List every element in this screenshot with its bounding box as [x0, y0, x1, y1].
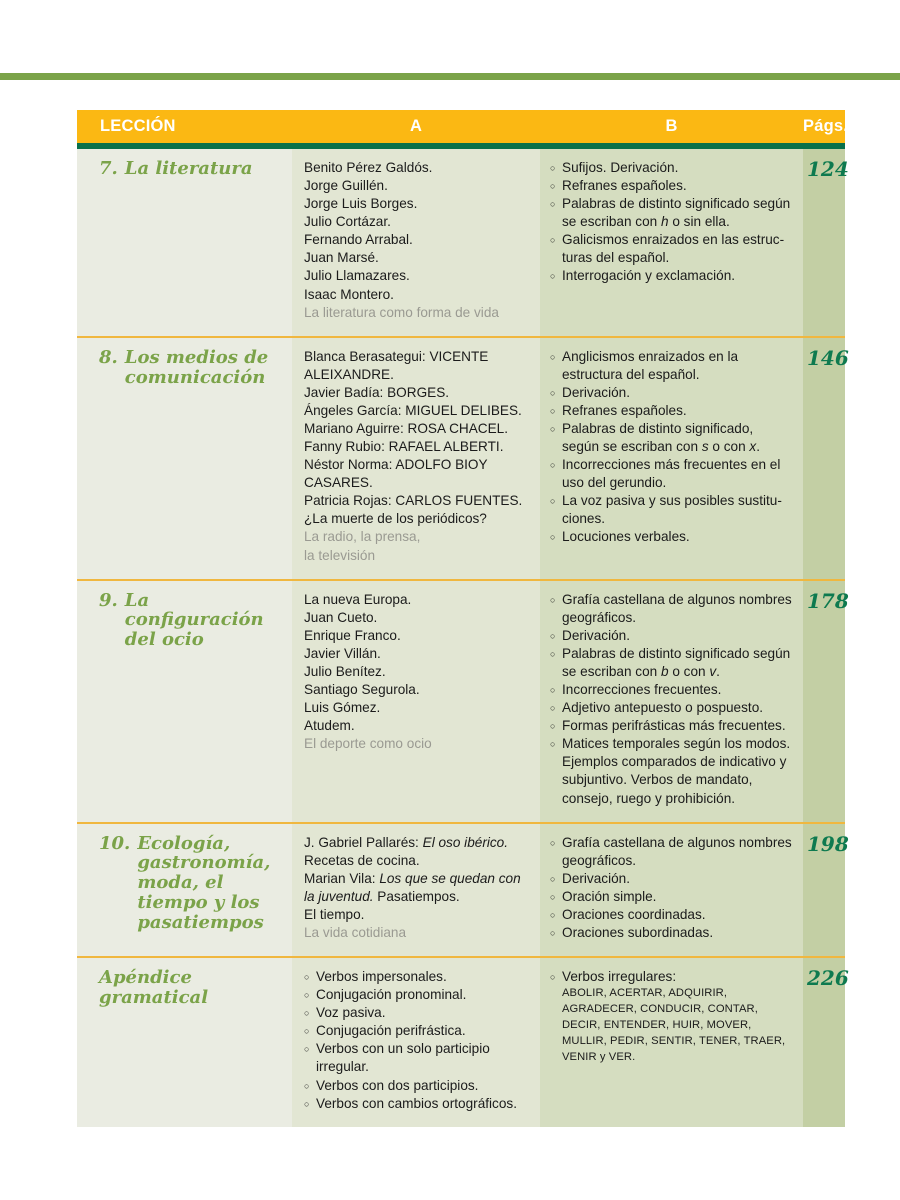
- column-a-line: Marian Vila: Los que se quedan con la juventud. Pasatiempos.: [304, 870, 521, 904]
- list-item: ○ La voz pasiva y sus posibles sustitu-ciones.: [550, 492, 793, 528]
- column-a-cell: [292, 338, 540, 579]
- list-item: ○ Palabras de distinto significado según se escriban con b o con v.: [550, 645, 793, 681]
- column-a-subtitle: La literatura como forma de vida: [304, 304, 499, 320]
- column-a-line: Javier Villán.: [304, 645, 381, 661]
- lesson-cell: [77, 338, 292, 579]
- column-header-pags: Págs.: [803, 117, 849, 135]
- list-item: ○ Derivación.: [550, 627, 793, 645]
- column-a-subtitle: La vida cotidiana: [304, 924, 407, 940]
- list-item: ○ Verbos con dos participios.: [304, 1077, 528, 1095]
- lesson-number: 7.: [99, 158, 118, 179]
- list-item: ○ Derivación.: [550, 870, 793, 888]
- list-item: ○ Oraciones coordinadas.: [550, 906, 793, 924]
- column-b-cell: [540, 581, 803, 822]
- column-a-line: Néstor Norma: ADOLFO BIOY CASARES.: [304, 457, 488, 491]
- table-row: [77, 956, 849, 1127]
- list-item: ○ Palabras de distinto significado según se escriban con h o sin ella.: [550, 195, 793, 231]
- page-number-cell: [803, 149, 849, 336]
- list-item: ○ Grafía castellana de algunos nombres geográficos.: [550, 834, 793, 870]
- column-a-cell: [292, 149, 540, 336]
- lesson-name: Los medios de comunicación: [124, 346, 269, 388]
- column-a-line: J. Gabriel Pallarés: El oso ibérico.: [304, 834, 509, 850]
- list-item: ○ Refranes españoles.: [550, 177, 793, 195]
- list-item: ○ Formas perifrásticas más frecuentes.: [550, 717, 793, 735]
- list-item: ○ Interrogación y exclamación.: [550, 267, 793, 285]
- table-row: [77, 336, 849, 579]
- lesson-name: Apéndice gramatical: [99, 967, 209, 1008]
- column-header-a: A: [409, 117, 423, 135]
- column-a-line: Juan Cueto.: [304, 609, 378, 625]
- lesson-title: [99, 834, 282, 933]
- list-item: ○ Anglicismos enraizados en la estructura del español.: [550, 348, 793, 384]
- list-item: ○ Adjetivo antepuesto o pospuesto.: [550, 699, 793, 717]
- lesson-title: [99, 591, 282, 650]
- irregular-verbs-list: ABOLIR, ACERTAR, ADQUIRIR, AGRADECER, CONDUCIR, CONTAR, DECIR, ENTENDER, HUIR, MOVER, MULLIR, PEDIR, SENTIR, TENER, TRAER, VENIR y VER.: [562, 987, 786, 1063]
- list-item: ○ Grafía castellana de algunos nombres geográficos.: [550, 591, 793, 627]
- lesson-cell: [77, 581, 292, 822]
- list-item: ○ Matices temporales según los modos. Ejemplos comparados de indicativo y subjuntivo. Verbos de mandato, consejo, ruego y prohibición.: [550, 735, 793, 807]
- table-of-contents-table: [77, 110, 849, 1127]
- page-number-cell: [803, 824, 849, 956]
- lesson-number: 10.: [99, 832, 131, 854]
- lesson-number: 8.: [99, 346, 118, 368]
- column-a-line: Isaac Montero.: [304, 286, 394, 302]
- lesson-cell: [77, 958, 292, 1127]
- list-item: ○ Conjugación perifrástica.: [304, 1022, 528, 1040]
- column-a-line: Julio Cortázar.: [304, 214, 391, 230]
- column-b-cell: [540, 149, 803, 336]
- column-a-subtitle: El deporte como ocio: [304, 736, 432, 752]
- page-number-cell: [803, 338, 849, 579]
- list-item: ○ Incorrecciones frecuentes.: [550, 681, 793, 699]
- lesson-title: [99, 968, 282, 1008]
- column-a-line: Fanny Rubio: RAFAEL ALBERTI.: [304, 439, 504, 455]
- list-item: ○ Incorrecciones más frecuentes en el uso del gerundio.: [550, 456, 793, 492]
- column-a-line: Julio Llamazares.: [304, 268, 410, 284]
- lesson-name: La configuración del ocio: [124, 589, 264, 651]
- column-b-bullet-list: [550, 159, 793, 286]
- column-a-line: ¿La muerte de los periódicos?: [304, 511, 487, 527]
- list-item: ○ Galicismos enraizados en las estruc-turas del español.: [550, 231, 793, 267]
- lesson-name: La literatura: [124, 158, 253, 179]
- column-b-bullet-list: [550, 348, 793, 547]
- column-a-line: Mariano Aguirre: ROSA CHACEL.: [304, 421, 508, 437]
- lesson-name: Ecología, gastronomía, moda, el tiempo y los pasatiempos: [137, 832, 271, 933]
- lesson-title: [99, 348, 282, 388]
- column-b-bullet-list: [550, 968, 793, 986]
- table-row: [77, 822, 849, 956]
- list-item: ○ Locuciones verbales.: [550, 528, 793, 546]
- column-b-cell: [540, 824, 803, 956]
- column-a-line: Javier Badía: BORGES.: [304, 384, 450, 400]
- page-number: 226: [807, 966, 849, 991]
- column-a-line: Santiago Segurola.: [304, 682, 420, 698]
- column-a-cell: [292, 824, 540, 956]
- lesson-cell: [77, 149, 292, 336]
- page-number: 146: [807, 345, 849, 370]
- lesson-cell: [77, 824, 292, 956]
- column-a-line: El tiempo.: [304, 906, 365, 922]
- column-b-bullet-list: [550, 834, 793, 942]
- list-item: ○ Oración simple.: [550, 888, 793, 906]
- page-number-cell: [803, 958, 849, 1127]
- page-number: 178: [807, 588, 849, 613]
- table-row: [77, 579, 849, 822]
- column-a-line: Juan Marsé.: [304, 250, 379, 266]
- table-row: [77, 149, 849, 336]
- column-b-cell: [540, 958, 803, 1127]
- column-a-line: Patricia Rojas: CARLOS FUENTES.: [304, 493, 523, 509]
- decorative-top-band: [0, 73, 900, 80]
- column-a-line: Jorge Guillén.: [304, 178, 388, 194]
- column-a-line: La nueva Europa.: [304, 591, 412, 607]
- page-number-cell: [803, 581, 849, 822]
- column-a-line: Jorge Luis Borges.: [304, 196, 418, 212]
- list-item: ○ Palabras de distinto significado, según se escriban con s o con x.: [550, 420, 793, 456]
- list-item: ○ Sufijos. Derivación.: [550, 159, 793, 177]
- column-a-cell: [292, 581, 540, 822]
- column-a-line: Fernando Arrabal.: [304, 232, 413, 248]
- list-item: ○ Verbos irregulares:: [550, 968, 793, 986]
- lesson-number: 9.: [99, 589, 118, 611]
- column-a-cell: [292, 958, 540, 1127]
- column-b-cell: [540, 338, 803, 579]
- column-a-line: Recetas de cocina.: [304, 852, 420, 868]
- column-a-line: Luis Gómez.: [304, 700, 381, 716]
- column-a-line: Enrique Franco.: [304, 627, 401, 643]
- column-a-line: Blanca Berasategui: VICENTE ALEIXANDRE.: [304, 348, 489, 382]
- column-header-leccion: LECCIÓN: [100, 117, 176, 135]
- table-body: [77, 149, 849, 1127]
- page-number: 124: [807, 157, 849, 181]
- list-item: ○ Oraciones subordinadas.: [550, 924, 793, 942]
- column-b-bullet-list: [550, 591, 793, 808]
- list-item: ○ Verbos impersonales.: [304, 968, 528, 986]
- list-item: ○ Conjugación pronominal.: [304, 986, 528, 1004]
- list-item: ○ Refranes españoles.: [550, 402, 793, 420]
- column-a-bullet-list: [304, 968, 528, 1113]
- column-a-line: Ángeles García: MIGUEL DELIBES.: [304, 402, 522, 418]
- lesson-title: [99, 159, 282, 179]
- list-item: ○ Verbos con un solo participio irregular.: [304, 1040, 528, 1076]
- column-header-b: B: [665, 117, 678, 135]
- list-item: ○ Derivación.: [550, 384, 793, 402]
- page-number: 198: [807, 831, 849, 856]
- table-header-row: [77, 110, 849, 143]
- list-item: ○ Voz pasiva.: [304, 1004, 528, 1022]
- list-item: ○ Verbos con cambios ortográficos.: [304, 1095, 528, 1113]
- column-a-line: Benito Pérez Galdós.: [304, 160, 433, 175]
- column-a-subtitle: La radio, la prensa,: [304, 529, 421, 545]
- column-a-subtitle: la televisión: [304, 547, 376, 563]
- column-a-line: Atudem.: [304, 718, 355, 734]
- column-a-line: Julio Benítez.: [304, 663, 386, 679]
